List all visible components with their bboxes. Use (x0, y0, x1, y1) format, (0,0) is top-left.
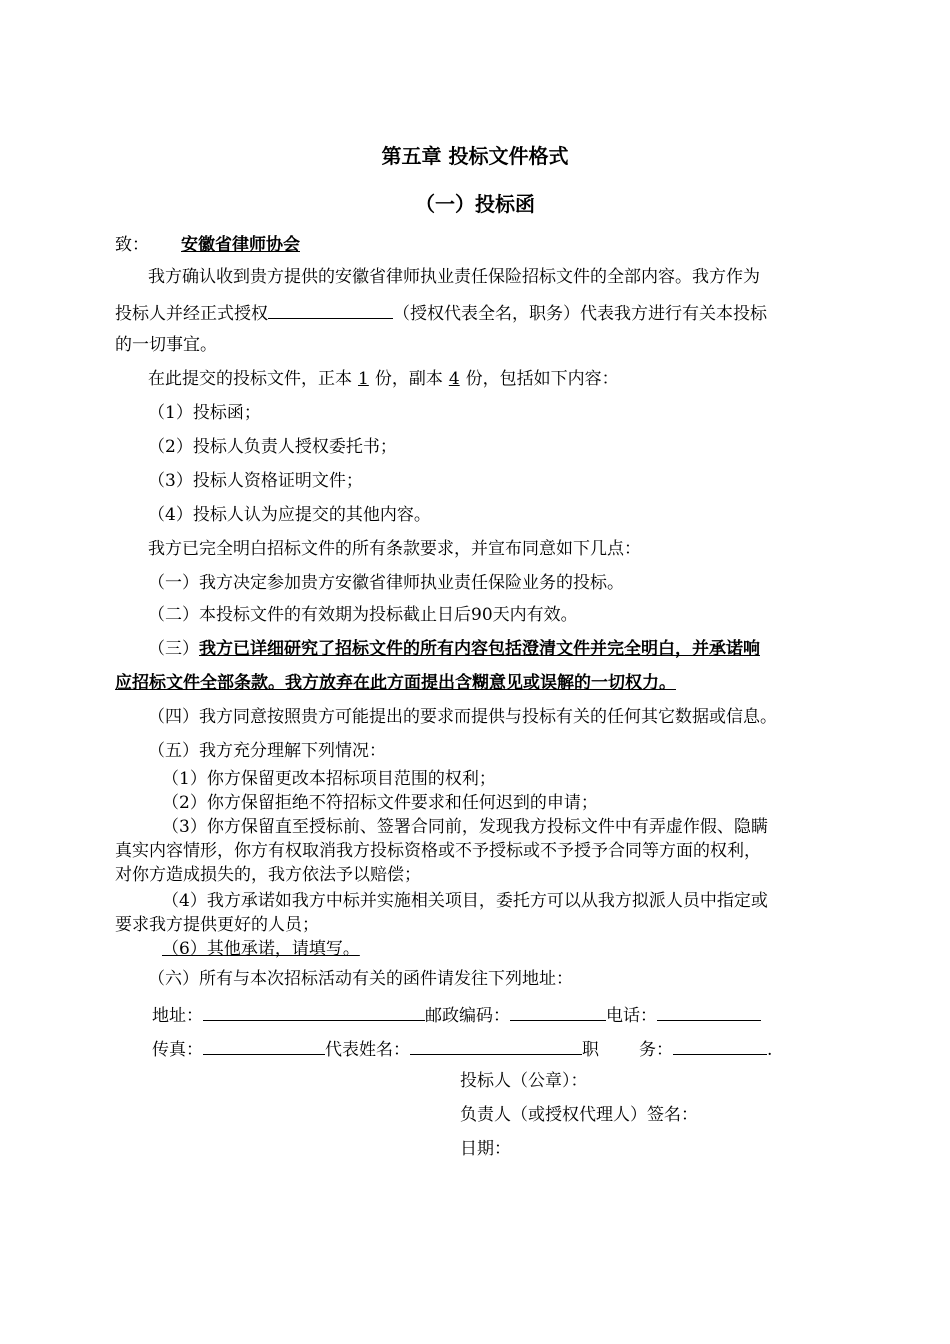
intro-line-2-end: （授权代表全名，职务）代表我方进行有关本投标 (393, 304, 767, 324)
submission-mid: 份，副本 (374, 369, 443, 389)
intro-line-3: 的一切事宜。 (115, 335, 217, 355)
point-5: （五）我方充分理解下列情况： (148, 741, 386, 761)
position-label-2: 务： (639, 1040, 673, 1060)
intro-line-2-start: 投标人并经正式授权 (115, 304, 268, 324)
contents-item-1: （1）投标函； (148, 403, 261, 423)
postcode-label: 邮政编码： (425, 1006, 510, 1026)
point-5-item-4-line-1: （4）我方承诺如我方中标并实施相关项目，委托方可以从我方拟派人员中指定或 (162, 891, 768, 911)
contents-item-2: （2）投标人负责人授权委托书； (148, 437, 397, 457)
position-blank[interactable] (673, 1036, 767, 1055)
point-4: （四）我方同意按照贵方可能提出的要求而提供与投标有关的任何其它数据或信息。 (148, 707, 777, 727)
point-3-text-1: 我方已详细研究了招标文件的所有内容包括澄清文件并完全明白，并承诺响 (199, 639, 760, 659)
contents-item-3: （3）投标人资格证明文件； (148, 471, 363, 491)
section-title: （一）投标函 (415, 192, 535, 216)
date-label: 日期： (460, 1139, 511, 1159)
intro-line-1: 我方确认收到贵方提供的安徽省律师执业责任保险招标文件的全部内容。我方作为 (148, 267, 760, 287)
point-3-prefix: （三） (148, 639, 199, 659)
submission-pre: 在此提交的投标文件，正本 (148, 369, 352, 389)
end-mark: . (767, 1040, 773, 1060)
intro-line-2 (115, 300, 767, 325)
recipient-line (115, 234, 318, 256)
original-count: 1 (358, 369, 369, 389)
point-5-item-2: （2）你方保留拒绝不符招标文件要求和任何迟到的申请； (162, 793, 598, 813)
point-3-line-1 (148, 638, 760, 660)
postcode-blank[interactable] (510, 1002, 606, 1021)
rep-name-blank[interactable] (410, 1036, 582, 1055)
point-3-line-2: 应招标文件全部条款。我方放弃在此方面提出含糊意见或误解的一切权力。 (115, 673, 676, 693)
rep-label: 代表姓名： (325, 1040, 410, 1060)
contact-line-1 (152, 1002, 761, 1027)
copy-count: 4 (448, 369, 460, 389)
recipient-label: 致： (115, 235, 149, 255)
contact-line-2 (152, 1036, 772, 1061)
point-5-item-3-line-1: （3）你方保留直至授标前、签署合同前，发现我方投标文件中有弄虚作假、隐瞒 (162, 817, 768, 837)
position-label-1: 职 (582, 1040, 599, 1060)
contents-item-4: （4）投标人认为应提交的其他内容。 (148, 505, 431, 525)
authorized-rep-blank[interactable] (268, 300, 393, 319)
point-5-item-1: （1）你方保留更改本招标项目范围的权利； (162, 769, 496, 789)
declaration: 我方已完全明白招标文件的所有条款要求，并宣布同意如下几点： (148, 539, 641, 559)
point-1: （一）我方决定参加贵方安徽省律师执业责任保险业务的投标。 (148, 573, 624, 593)
phone-blank[interactable] (657, 1002, 761, 1021)
point-2: （二）本投标文件的有效期为投标截止日后90天内有效。 (148, 605, 578, 625)
point-5-item-3-line-3: 对你方造成损失的，我方依法予以赔偿； (115, 865, 421, 885)
point-5-item-4-line-2: 要求我方提供更好的人员； (115, 915, 319, 935)
point-5-item-3-line-2: 真实内容情形，你方有权取消我方投标资格或不予授标或不予授予合同等方面的权利， (115, 841, 761, 861)
bidder-seal: 投标人（公章）： (460, 1071, 588, 1091)
chapter-title: 第五章 投标文件格式 (381, 144, 569, 168)
phone-label: 电话： (606, 1006, 657, 1026)
principal-signature: 负责人（或授权代理人）签名： (460, 1105, 698, 1125)
submission-line (148, 368, 619, 390)
recipient-name: 安徽省律师协会 (181, 235, 300, 255)
point-5-item-6: （6）其他承诺，请填写。 (162, 939, 360, 959)
address-label: 地址： (152, 1006, 203, 1026)
point-6: （六）所有与本次招标活动有关的函件请发往下列地址： (148, 969, 573, 989)
address-blank[interactable] (203, 1002, 425, 1021)
submission-post: 份，包括如下内容： (465, 369, 619, 389)
fax-label: 传真： (152, 1040, 203, 1060)
fax-blank[interactable] (203, 1036, 325, 1055)
